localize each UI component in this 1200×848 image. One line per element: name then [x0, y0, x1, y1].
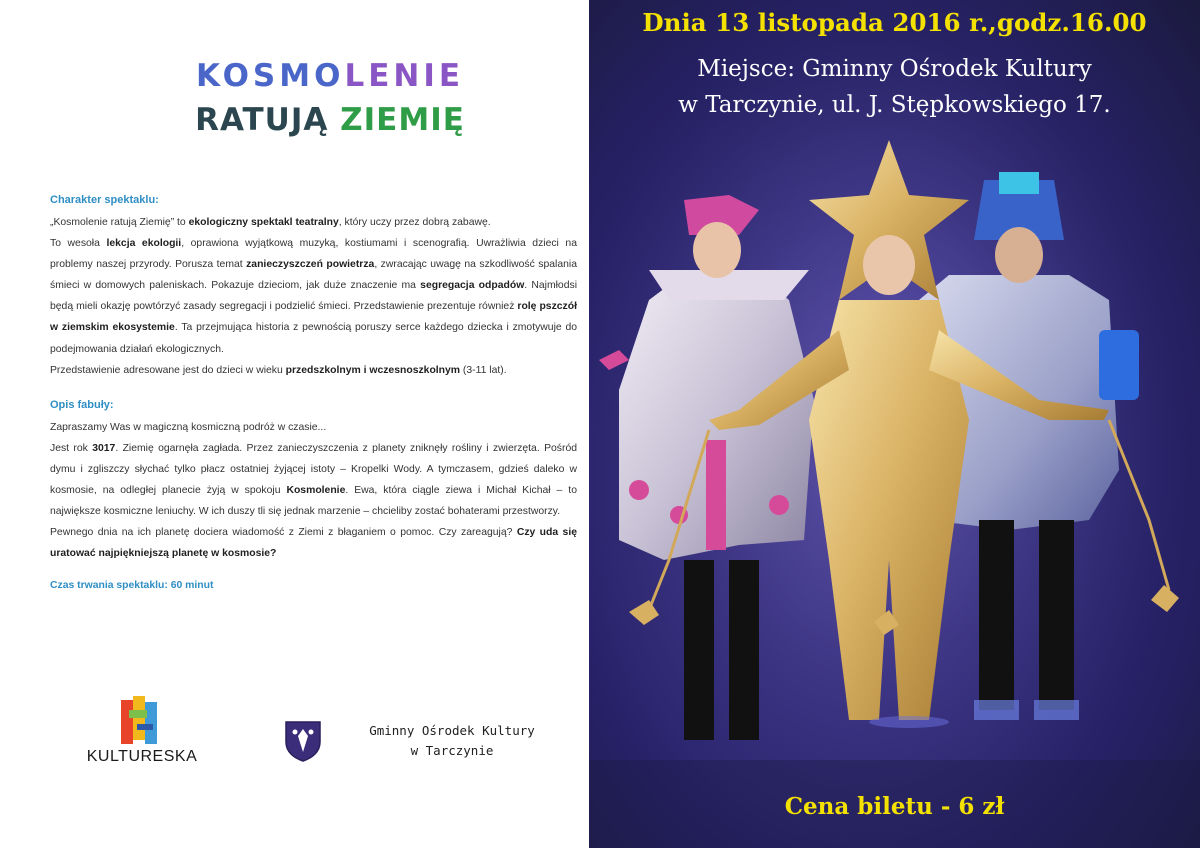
crest-icon	[284, 720, 322, 762]
show-title	[0, 56, 660, 142]
plot-intro: Zapraszamy Was w magiczną kosmiczną podróż w czasie...	[50, 421, 327, 433]
poster-panel	[589, 0, 1200, 848]
gok-logo	[284, 720, 574, 764]
audience-paragraph: Przedstawienie adresowane jest do dzieci w wieku przedszkolnym i wczesnoszkolnym (3-11 lat).	[50, 364, 507, 376]
ticket-price: Cena biletu - 6 zł	[784, 793, 1005, 820]
title-line-2: RATUJĄ ZIEMIĘ	[195, 102, 465, 138]
plot-question: Pewnego dnia na ich planetę dociera wiadomość z Ziemi z błaganiem o pomoc. Czy zareagują? Czy uda się uratować najpiękniejszą planetę w kosmosie?	[50, 527, 578, 560]
kultureska-name: KULTURESKA	[86, 748, 198, 765]
event-date: Dnia 13 listopada 2016 r.,godz.16.00	[642, 8, 1147, 37]
character-heading: Charakter spektaklu:	[50, 194, 159, 206]
plot-heading: Opis fabuły:	[50, 398, 114, 411]
kultureska-logo	[74, 696, 210, 772]
character-paragraph: To wesoła lekcja ekologii, oprawiona wyjątkową muzyką, kostiumami i scenografią. Uwrażliwia dzieci na problemy naszej przyrody. Porusza temat zanieczyszczeń powietrza, zwracając uwagę na szkodliwość spalania śmieci w domowych paleniskach. Pokazuje dzieciom, jak duże znaczenie ma segregacja odpadów. Najmłodsi będą mieli okazję powtórzyć zasady segregacji i podzielić śmieci. Przedstawienie prezentuje również rolę pszczół w ziemskim ekosystemie. Ta przejmująca historia z pewnością poruszy serce każdego dziecka i zmotywuje do podejmowania działań ekologicznych.	[50, 238, 577, 355]
performers-photo	[589, 0, 1200, 848]
description	[50, 192, 577, 594]
character-intro: „Kosmolenie ratują Ziemię” to ekologiczny spektakl teatralny, który uczy przez dobrą zabawę.	[50, 217, 491, 228]
duration-text: Czas trwania spektaklu: 60 minut	[50, 580, 214, 592]
info-panel	[0, 0, 589, 848]
kultureska-mark-icon	[121, 696, 159, 744]
event-place-line-1: Miejsce: Gminny Ośrodek Kultury	[697, 56, 1092, 82]
event-place-line-2: w Tarczynie, ul. J. Stępkowskiego 17.	[678, 92, 1111, 118]
gok-name: Gminny Ośrodek Kultury w Tarczynie	[369, 723, 535, 758]
title-line-1: KOSMOLENIE	[195, 58, 465, 94]
plot-paragraph: Jest rok 3017. Ziemię ogarnęła zagłada. Przez zanieczyszczenia z planety zniknęły rośliny i zwierzęta. Pośród dymu i zgliszczy słychać tylko płacz ostatniej żyjącej istoty – Kropelki Wody. A tymczasem, gdzieś daleko w kosmosie, na odległej planecie żyją w spokoju Kosmolenie. Ewa, która ciągle ziewa i Michał Kichał – to największe kosmiczne leniuchy. W ich duszy tli się jednak marzenie – chcieliby zostać bohaterami przestworzy.	[50, 442, 577, 518]
